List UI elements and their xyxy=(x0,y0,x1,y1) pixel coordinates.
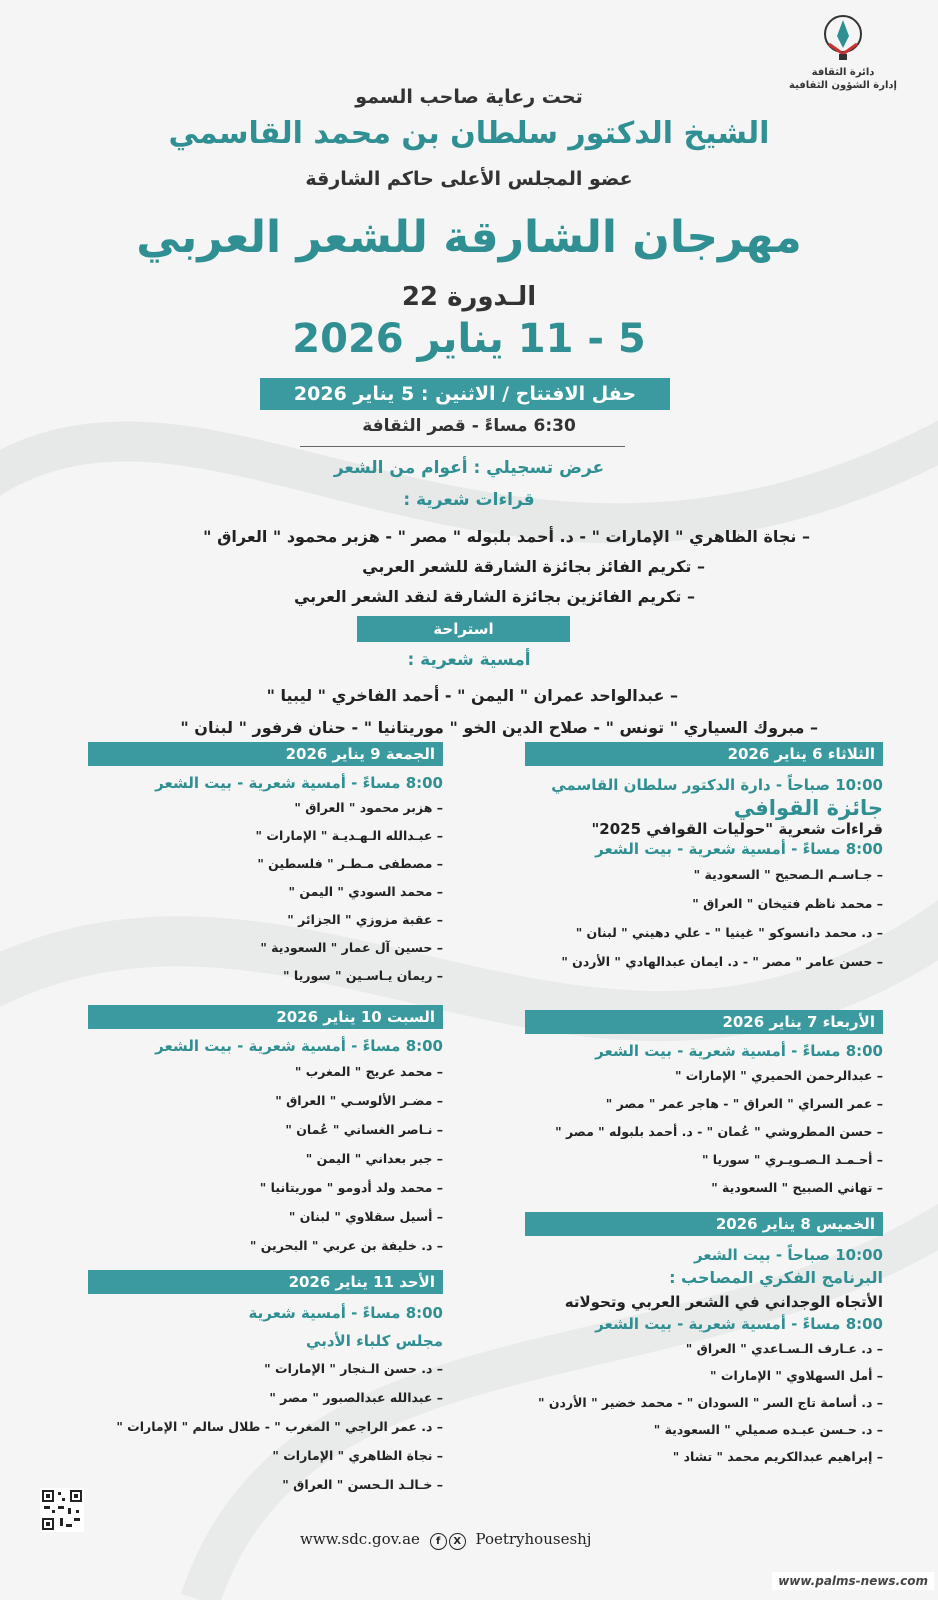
ruler-name: الشيخ الدكتور سلطان بن محمد القاسمي xyxy=(168,116,770,151)
festival-title: مهرجان الشارقة للشعر العربي xyxy=(136,212,802,263)
list-item: – حسن المطروشي " عُمان " - د. أحمد بلبوله " مصر " xyxy=(555,1124,883,1139)
list-item: – محمد ناظم فتيخان " العراق " xyxy=(692,896,883,911)
list-item: – د. عـارف الـسـاعدي " العراق " xyxy=(685,1341,883,1356)
list-item: – إبراهيم عبدالكريم محمد " تشاد " xyxy=(672,1449,883,1464)
day-sunday xyxy=(88,1270,443,1499)
day-bar: الثلاثاء 6 يناير 2026 xyxy=(525,742,883,766)
day-bar: السبت 10 يناير 2026 xyxy=(88,1005,443,1029)
opening-readings-list xyxy=(203,522,810,612)
list-item: – نجاة الظاهري " الإمارات " - د. أحمد بلبوله " مصر " - هزبر محمود " العراق " xyxy=(203,527,810,546)
list-item: – مصطفى مـطـر " فلسطين " xyxy=(257,856,443,871)
list-item: – محمد السودي " اليمن " xyxy=(288,884,443,899)
readings-title: قراءات شعرية : xyxy=(403,490,535,510)
list-item: – ريمان يـاسـين " سوريا " xyxy=(283,968,443,983)
day-bar: الجمعة 9 يناير 2026 xyxy=(88,742,443,766)
social-handle[interactable]: Poetryhouseshj xyxy=(475,1530,592,1548)
list-item: – مبروك السياري " تونس " - صلاح الدين الخو " موريتانيا " - حنان فرفور " لبنان " xyxy=(180,718,818,737)
list-item: – هزبر محمود " العراق " xyxy=(294,800,443,815)
watermark: www.palms-news.com xyxy=(772,1572,934,1590)
day-bar: الخميس 8 يناير 2026 xyxy=(525,1212,883,1236)
list-item: – عبدالرحمن الحميري " الإمارات " xyxy=(674,1068,883,1083)
list-item: – مضـر الألوسـي " العراق " xyxy=(275,1093,443,1108)
list-item: – محمد عريج " المغرب " xyxy=(294,1064,443,1079)
divider xyxy=(300,446,625,447)
program-title: البرنامج الفكري المصاحب : xyxy=(669,1268,883,1287)
opening-evening-list xyxy=(180,680,818,744)
list-item: – عبـدالله الـهـديـة " الإمارات " xyxy=(255,828,443,843)
session-time: 10:00 صباحاً - دارة الدكتور سلطان القاسمي xyxy=(551,776,883,794)
session-time: 8:00 مساءً - أمسية شعرية - بيت الشعر xyxy=(155,774,443,792)
break-bar: استراحة xyxy=(357,616,570,642)
day-bar: الأحد 11 يناير 2026 xyxy=(88,1270,443,1294)
list-item: – عبدالله عبدالصبور " مصر " xyxy=(269,1390,443,1405)
day-friday xyxy=(88,742,443,990)
ruler-title: عضو المجلس الأعلى حاكم الشارقة xyxy=(305,168,633,190)
edition: الـدورة 22 xyxy=(401,282,537,312)
facebook-icon[interactable]: f xyxy=(430,1533,447,1550)
list-item: – أمل السهلاوي " الإمارات " xyxy=(710,1368,883,1383)
day-tuesday xyxy=(525,742,883,976)
award-title: جائزة القوافي xyxy=(733,796,883,820)
list-item: – نـاصر الغساني " عُمان " xyxy=(285,1122,443,1137)
festival-dates: 5 - 11 يناير 2026 xyxy=(292,316,646,362)
org-department: إدارة الشؤون الثقافية xyxy=(789,80,897,91)
venue: مجلس كلباء الأدبي xyxy=(306,1332,443,1350)
day-thursday xyxy=(525,1212,883,1470)
session-time: 8:00 مساءً - أمسية شعرية - بيت الشعر xyxy=(595,1042,883,1060)
website-link[interactable]: www.sdc.gov.ae xyxy=(300,1530,420,1548)
list-item: – عقبة مزوزي " الجزائر " xyxy=(287,912,443,927)
film-line: عرض تسجيلي : أعوام من الشعر xyxy=(333,458,605,478)
list-item: – د. عمر الراجي " المغرب " - طلال سالم " الإمارات " xyxy=(116,1419,443,1434)
session-desc: قراءات شعرية "حوليات القوافي 2025" xyxy=(591,820,883,838)
list-item: – جـاسـم الـصحيح " السعودية " xyxy=(693,867,883,882)
day-wednesday xyxy=(525,1010,883,1202)
list-item: – نجاة الظاهري " الإمارات " xyxy=(272,1448,443,1463)
opening-time: 6:30 مساءً - قصر الثقافة xyxy=(362,416,576,436)
list-item: – تكريم الفائزين بجائزة الشارقة لنقد الشعر العربي xyxy=(293,587,695,606)
list-item: – عمر السراي " العراق " - هاجر عمر " مصر " xyxy=(605,1096,883,1111)
session-time: 8:00 مساءً - أمسية شعرية xyxy=(248,1304,443,1322)
list-item: – د. خليفة بن عربي " البحرين " xyxy=(249,1238,443,1253)
day-bar: الأربعاء 7 يناير 2026 xyxy=(525,1010,883,1034)
list-item: – خـالـد الـحسن " العراق " xyxy=(282,1477,443,1492)
list-item: – جبر بعداني " اليمن " xyxy=(305,1151,443,1166)
sharjah-emblem-icon xyxy=(821,14,865,62)
qr-code xyxy=(40,1488,84,1532)
program-topic: الأتجاه الوجداني في الشعر العربي وتحولاته xyxy=(564,1293,883,1311)
session-time: 8:00 مساءً - أمسية شعرية - بيت الشعر xyxy=(595,1315,883,1333)
evening-title: أمسية شعرية : xyxy=(407,650,531,670)
list-item: – أسيل سقلاوي " لبنان " xyxy=(288,1209,443,1224)
list-item: – د. حـسن عبـده صميلي " السعودية " xyxy=(653,1422,883,1437)
list-item: – تكريم الفائز بجائزة الشارقة للشعر العربي xyxy=(362,557,705,576)
opening-bar: حفل الافتتاح / الاثنين : 5 يناير 2026 xyxy=(260,378,670,410)
list-item: – د. حسن الـنجار " الإمارات " xyxy=(264,1361,443,1376)
org-name: دائرة الثقافة xyxy=(811,67,875,78)
list-item: – محمد ولد أدومو " موريتانيا " xyxy=(259,1180,443,1195)
list-item: – حسين آل عمار " السعودية " xyxy=(260,940,443,955)
footer xyxy=(300,1530,640,1556)
session-time: 10:00 صباحاً - بيت الشعر xyxy=(693,1246,883,1264)
list-item: – حسن عامر " مصر " - د. ايمان عبدالهادي " الأردن " xyxy=(561,954,883,969)
session-time: 8:00 مساءً - أمسية شعرية - بيت الشعر xyxy=(155,1037,443,1055)
list-item: – د. محمد دانسوكو " غينيا " - علي دهيني " لبنان " xyxy=(575,925,883,940)
list-item: – د. أسامة تاج السر " السودان " - محمد خضير " الأردن " xyxy=(537,1395,883,1410)
org-logo xyxy=(788,14,898,92)
day-saturday xyxy=(88,1005,443,1260)
session-time: 8:00 مساءً - أمسية شعرية - بيت الشعر xyxy=(595,840,883,858)
list-item: – تهاني الصبيح " السعودية " xyxy=(711,1180,883,1195)
list-item: – أحـمـد الـصـويـري " سوريا " xyxy=(701,1152,883,1167)
list-item: – عبدالواحد عمران " اليمن " - أحمد الفاخري " ليبيا " xyxy=(266,686,678,705)
x-icon[interactable]: X xyxy=(449,1533,466,1550)
patron-line: تحت رعاية صاحب السمو xyxy=(355,86,583,108)
